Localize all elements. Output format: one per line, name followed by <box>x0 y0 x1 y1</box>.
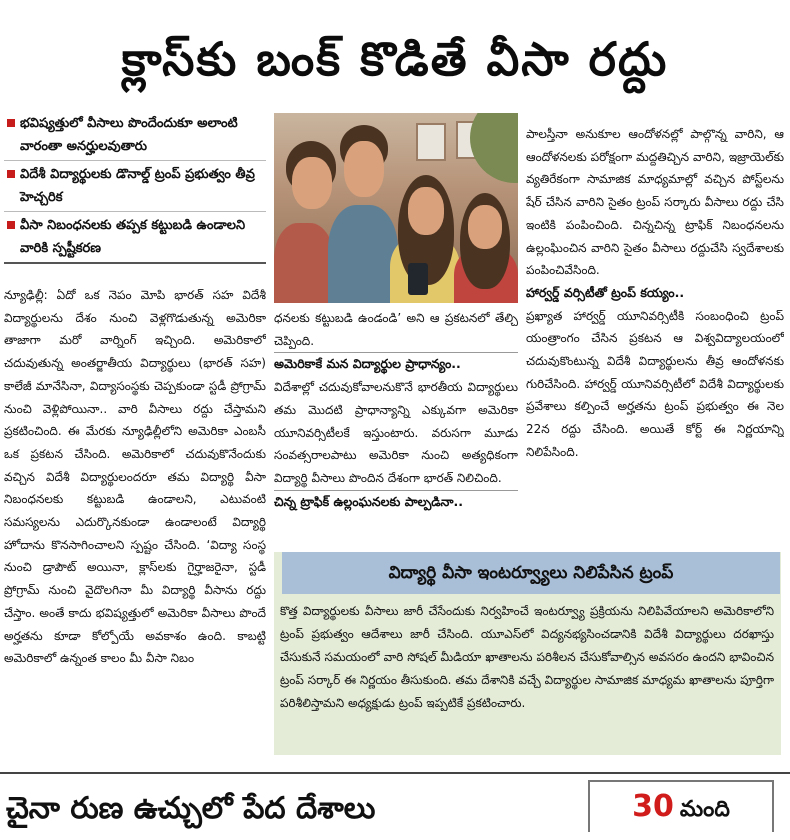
sidebar-box-text: కొత్త విద్యార్థులకు వీసాలు జారీ చేసేందుకు నిర్వహించే ఇంటర్వ్యూ ప్రక్రియను నిలిపివేయాలని అమెరికాలోని ట్రంప్ ప్రభుత్వం ఆదేశాలు జారీ చేసింది. యూఎస్‌లో విద్యనభ్యసించడానికి విదేశీ విద్యార్థులు దరఖాస్తు చేసుకునే సమయంలో వారి సోషల్ మీడియా ఖాతాలను పరిశీలన చేసుకోవాల్సిన అవసరం ఉందని భావించిన ట్రంప్ సర్కార్ ఈ నిర్ణయం తీసుకుంది. తమ దేశానికి వచ్చే విద్యార్థుల సామాజిక మాధ్యమ ఖాతాలను పూర్తిగా పరిశీలిస్తామని అధ్యక్షుడు ట్రంప్ ఇప్పటికే ప్రకటించారు. <box>280 604 774 710</box>
bullet-square-icon <box>7 221 15 229</box>
bullet-square-icon <box>7 119 15 127</box>
article-subheading: హార్వర్డ్ వర్సిటీతో ట్రంప్ కయ్యం.. <box>526 284 685 300</box>
article-subheading: అమెరికాకే మన విద్యార్థుల ప్రాధాన్యం.. <box>274 356 461 372</box>
summary-bullet <box>4 214 266 264</box>
bullet-text: భవిష్యత్తులో వీసాలు పొందేందుకూ అలాంటి వారంతా అనర్హులవుతారు <box>20 116 238 154</box>
article-paragraph: ప్రఖ్యాత హార్వర్డ్ యూనివర్సిటీకి సంబంధించి ట్రంప్ యంత్రాంగం చేసిన ప్రకటన ఆ విశ్వవిద్యాలయంలో చదువుకొంటున్న విదేశీ విద్యార్థులను తీవ్ర ఆందోళనకు గురిచేసింది. హార్వర్డ్ యూనివర్సిటీలో విదేశీ విద్యార్థులకు ప్రవేశాలు కల్పించే అర్హతను ట్రంప్ ప్రభుత్వం ఈ నెల 22న రద్దు చేసింది. అయితే కోర్ట్ ఈ నిర్ణయాన్ని నిలిపేసింది. <box>526 308 784 459</box>
tag-number: 30 <box>632 789 674 824</box>
article-column-2 <box>274 307 518 550</box>
student-face <box>292 157 332 209</box>
article-paragraph: పాలస్తీనా అనుకూల ఆందోళనల్లో పాల్గొన్న వారిని, ఆ ఆందోళనలకు పరోక్షంగా మద్దతిచ్చిన వారిని, ఇజ్రాయెల్‌కు వ్యతిరేకంగా సామాజిక మాధ్యమాల్లో వచ్చిన పోస్ట్‌లను షేర్ చేసిన వారిని సైతం ట్రంప్ సర్కారు వీసాలు రద్దు చేసి ఇంటికి పంపించింది. చిన్నచిన్న ట్రాఫిక్ నిబంధనలను ఉల్లంఘించిన వారిని సైతం వీసాలు రద్దుచేసి స్వదేశాలకు పంపించివేసింది. <box>526 127 784 278</box>
next-article-headline: చైనా రుణ ఉచ్చులో పేద దేశాలు <box>6 791 376 826</box>
tree-foliage <box>470 113 518 183</box>
student-figure <box>274 223 334 303</box>
next-article-tag <box>588 780 774 832</box>
article-column-1 <box>4 284 266 754</box>
article-paragraph: న్యూఢిల్లీ: ఏదో ఒక నెపం మోపి భారత్ సహ విదేశీ విద్యార్థులను దేశం నుంచి వెళ్లగొడుతున్న అమెరికా తాజాగా మరో వార్నింగ్ ఇచ్చింది. అమెరికాలో చదువుతున్న అంతర్జాతీయ విద్యార్థులు (భారత్ సహ) కాలేజీ మానేసినా, విద్యాసంస్థకు చెప్పకుండా స్టడీ ప్రోగ్రామ్ నుంచి వెళ్లిపోయినా.. వారి వీసాలు రద్దు చేస్తామని ప్రకటించింది. ఈ మేరకు న్యూఢిల్లీలోని అమెరికా ఎంబసీ ఒక ప్రకటన చేసింది. అమెరికాలో చదువుకొనేందుకు వచ్చిన విదేశీ విద్యార్థులందరూ తమ విద్యార్థి వీసా నిబంధనలకు కట్టుబడి ఉండాలని, ఎటువంటి సమస్యలను ఎదుర్కొనకుండా ఉండాలంటే విద్యార్థి హోదాను కొనసాగించాలని స్పష్టం చేసింది. ‘విద్యా సంస్థ నుంచి డ్రాపౌట్ అయినా, క్లాస్‌లకు గైర్హాజరైనా, స్టడీ ప్రోగ్రామ్ నుంచి వైదొలగినా మీ విద్యార్థి వీసాను రద్దు చేస్తాం. అంతే కాదు భవిష్యత్తులో అమెరికా వీసాలు పొందే అర్హతను కూడా కోల్పోయే అవకాశం ఉంది. కాబట్టి అమెరికాలో ఉన్నంత కాలం మీ వీసా నిబం <box>4 288 266 666</box>
student-face <box>408 187 444 235</box>
bullet-square-icon <box>7 170 15 178</box>
main-headline: క్లాస్‌కు బంక్ కొడితే వీసా రద్దు <box>121 32 669 86</box>
phone-icon <box>408 263 428 295</box>
summary-bullet <box>4 163 266 212</box>
sidebar-box-title: విద్యార్థి వీసా ఇంటర్వ్యూలు నిలిపేసిన ట్రంప్ <box>282 552 780 594</box>
article-paragraph: విదేశాల్లో చదువుకోవాలనుకొనే భారతీయ విద్యార్థులు తమ మొదటి ప్రాధాన్యాన్ని ఎక్కువగా అమెరికా యూనివర్సిటీలకే ఇస్తుంటారు. వరుసగా మూడు సంవత్సరాలపాటు అమెరికా నుంచి అత్యధికంగా విద్యార్థి వీసాలు పొందిన దేశంగా భారత్ నిలిచింది. <box>274 380 518 485</box>
bullet-text: వీసా నిబంధనలకు తప్పక కట్టుబడి ఉండాలని వారికి స్పష్టీకరణ <box>20 218 246 256</box>
students-photo <box>274 113 518 303</box>
student-face <box>468 205 502 249</box>
summary-bullet <box>4 112 266 161</box>
student-figure <box>328 205 398 303</box>
article-column-3 <box>526 123 784 548</box>
article-paragraph: ధనలకు కట్టుబడి ఉండండి’ అని ఆ ప్రకటనలో తేల్చి చెప్పింది. <box>274 311 518 348</box>
article-subheading: చిన్న ట్రాఫిక్ ఉల్లంఘనలకు పాల్పడినా.. <box>274 493 464 509</box>
bullet-text: విదేశీ విద్యార్థులకు డొనాల్డ్ ట్రంప్ ప్రభుత్వం తీవ్ర హెచ్చరిక <box>20 167 255 205</box>
building-window <box>416 123 446 161</box>
student-face <box>344 141 384 197</box>
section-divider <box>0 772 790 774</box>
tag-word: మంది <box>679 797 730 822</box>
summary-bullets <box>4 112 266 266</box>
